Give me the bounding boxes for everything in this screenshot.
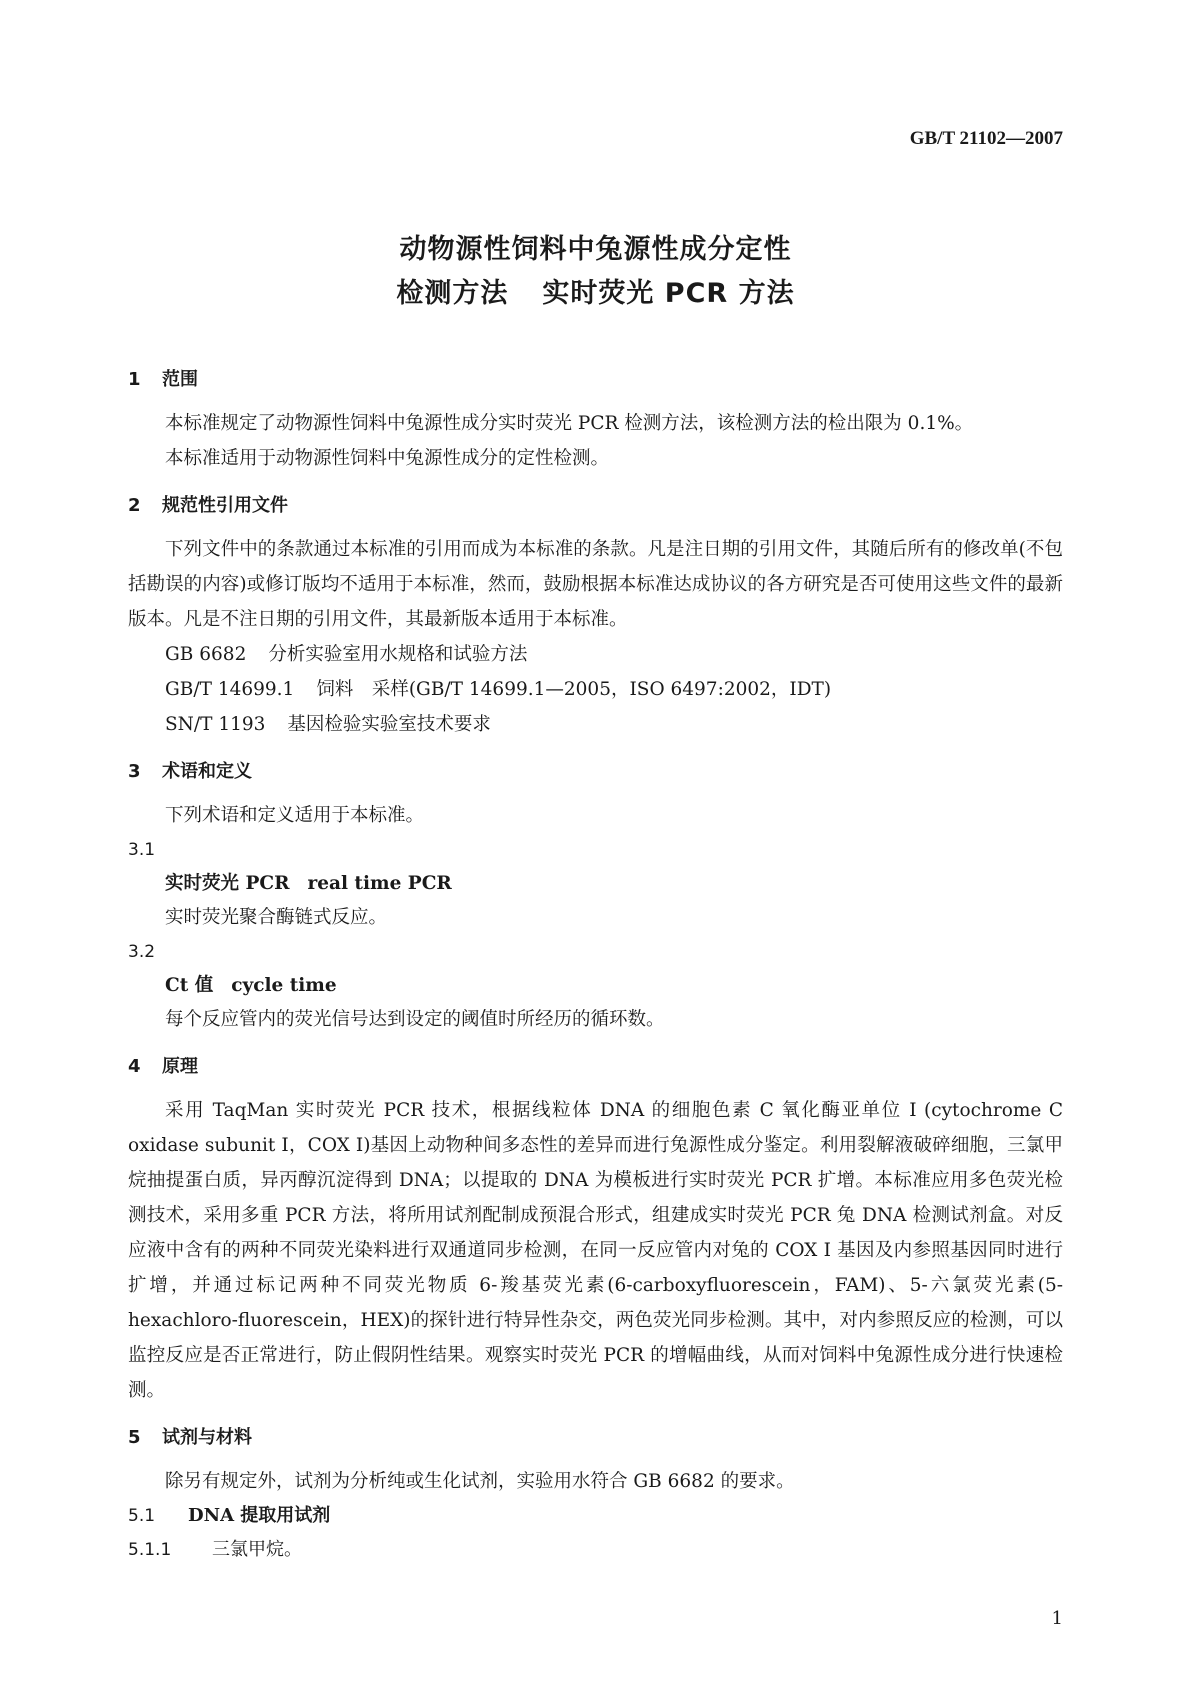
document-title <box>0 228 1191 316</box>
title-line-2-part-b: 实时荧光 PCR 方法 <box>542 278 795 309</box>
section-heading-3 <box>128 754 1063 790</box>
term-number: 3.1 <box>128 840 156 860</box>
reference-title: 分析实验室用水规格和试验方法 <box>268 644 528 665</box>
normative-reference <box>128 707 1063 742</box>
standard-code: GB/T 21102—2007 <box>909 128 1063 149</box>
clause <box>128 1533 1063 1567</box>
paragraph: 本标准规定了动物源性饲料中兔源性成分实时荧光 PCR 检测方法，该检测方法的检出限为 0.1%。 <box>165 413 974 434</box>
subsection-heading <box>128 1499 1063 1533</box>
section-heading-5 <box>128 1420 1063 1456</box>
term-definition: 每个反应管内的荧光信号达到设定的阈值时所经历的循环数。 <box>165 1009 665 1030</box>
reference-title: 基因检验实验室技术要求 <box>287 714 491 735</box>
paragraph: 采用 TaqMan 实时荧光 PCR 技术，根据线粒体 DNA 的细胞色素 C 氧化酶亚单位 I (cytochrome C oxidase subunit I，COX I)基因上动物种间多态性的差异而进行兔源性成分鉴定。利用裂解液破碎细胞，三氯甲烷抽提蛋白质，异丙醇沉淀得到 DNA；以提取的 DNA 为模板进行实时荧光 PCR 扩增。本标准应用多色荧光检测技术，采用多重 PCR 方法，将所用试剂配制成预混合形式，组建成实时荧光 PCR 兔 DNA 检测试剂盒。对反应液中含有的两种不同荧光染料进行双通道同步检测，在同一反应管内对兔的 COX I 基因及内参照基因同时进行扩增，并通过标记两种不同荧光物质 6-羧基荧光素(6-carboxyfluorescein，FAM)、5-六氯荧光素(5-hexachloro-fluorescein，HEX)的探针进行特异性杂交，两色荧光同步检测。其中，对内参照反应的检测，可以监控反应是否正常进行，防止假阴性结果。观察实时荧光 PCR 的增幅曲线，从而对饲料中兔源性成分进行快速检测。 <box>128 1100 1063 1401</box>
section-heading-4 <box>128 1049 1063 1085</box>
term-definition: 实时荧光聚合酶链式反应。 <box>165 907 388 928</box>
term-name-en: real time PCR <box>307 873 452 894</box>
reference-code: GB/T 14699.1 <box>165 679 295 700</box>
paragraph: 下列文件中的条款通过本标准的引用而成为本标准的条款。凡是注日期的引用文件，其随后所有的修改单(不包括勘误的内容)或修订版均不适用于本标准，然而，鼓励根据本标准达成协议的各方研究是否可使用这些文件的最新版本。凡是不注日期的引用文件，其最新版本适用于本标准。 <box>128 539 1063 630</box>
section-label: 试剂与材料 <box>162 1427 252 1448</box>
section-number: 5 <box>128 1427 141 1448</box>
section-heading-1 <box>128 362 1063 398</box>
normative-reference <box>128 637 1063 672</box>
term-name <box>128 867 1063 901</box>
section-number: 3 <box>128 761 141 782</box>
document-body <box>128 362 1063 1567</box>
subsection-number: 5.1 <box>128 1506 156 1526</box>
clause-text: 三氯甲烷。 <box>212 1539 302 1560</box>
page-number: 1 <box>1051 1608 1063 1629</box>
title-line-2-part-a: 检测方法 <box>396 278 509 309</box>
section-label: 范围 <box>162 369 198 390</box>
reference-code: SN/T 1193 <box>165 714 266 735</box>
term-name <box>128 969 1063 1003</box>
term-number: 3.2 <box>128 942 156 962</box>
paragraph: 本标准适用于动物源性饲料中兔源性成分的定性检测。 <box>165 448 610 469</box>
section-number: 4 <box>128 1056 141 1077</box>
term-name-en: cycle time <box>231 975 337 996</box>
normative-reference <box>128 672 1063 707</box>
subsection-label: DNA 提取用试剂 <box>188 1505 331 1526</box>
section-label: 术语和定义 <box>162 761 252 782</box>
section-label: 原理 <box>162 1056 198 1077</box>
clause-number: 5.1.1 <box>128 1540 172 1560</box>
reference-title: 饲料 采样(GB/T 14699.1—2005，ISO 6497:2002，IDT) <box>316 679 832 700</box>
reference-code: GB 6682 <box>165 644 247 665</box>
section-label: 规范性引用文件 <box>162 495 288 516</box>
paragraph: 下列术语和定义适用于本标准。 <box>165 805 425 826</box>
section-heading-2 <box>128 488 1063 524</box>
title-line-1: 动物源性饲料中兔源性成分定性 <box>399 234 792 265</box>
section-number: 1 <box>128 369 141 390</box>
paragraph: 除另有规定外，试剂为分析纯或生化试剂，实验用水符合 GB 6682 的要求。 <box>165 1471 795 1492</box>
title-line-2 <box>0 272 1191 316</box>
term-name-zh: 实时荧光 PCR <box>165 873 290 894</box>
section-number: 2 <box>128 495 141 516</box>
term-name-zh: Ct 值 <box>165 975 214 996</box>
